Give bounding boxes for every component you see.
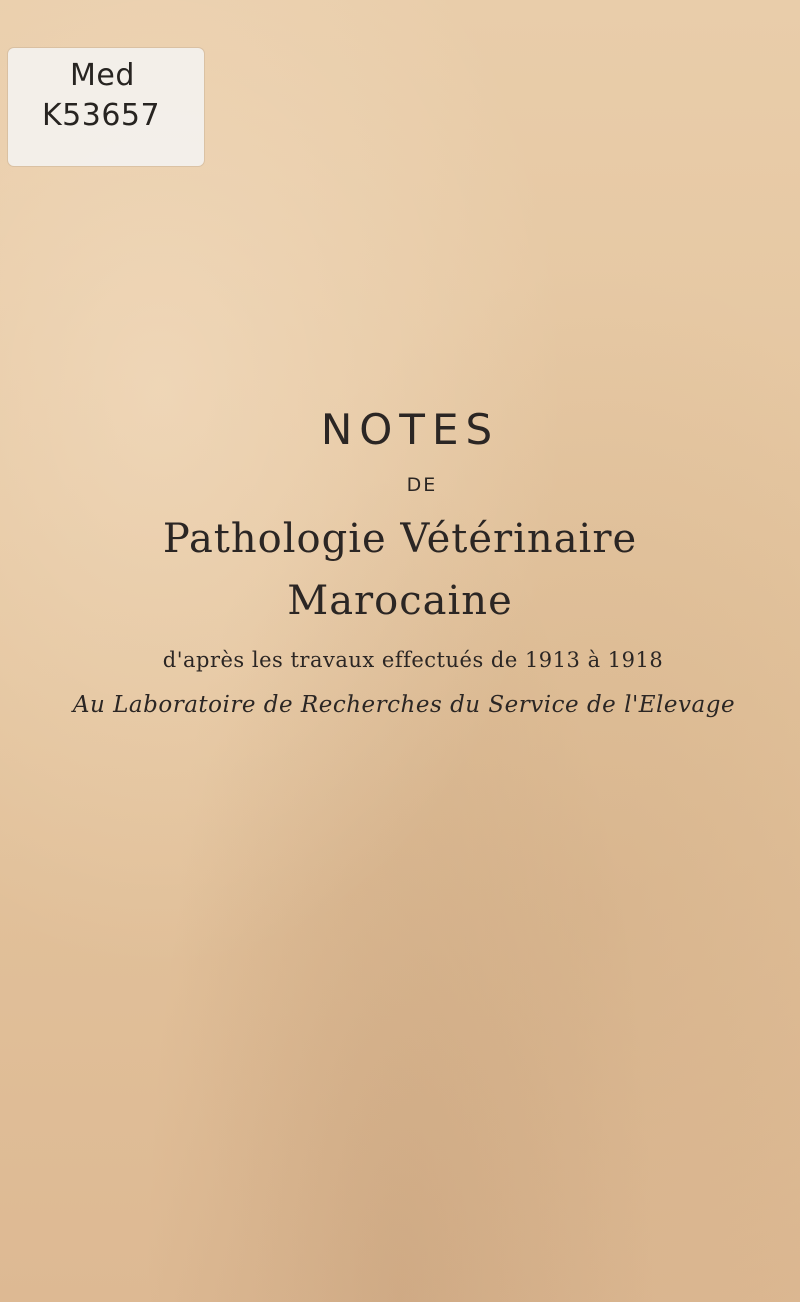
document-title: NOTES [320, 405, 500, 454]
shelf-label-line-1: Med [70, 58, 135, 93]
subject-line-1: Pathologie Vétérinaire [162, 516, 638, 562]
institution-line: Au Laboratoire de Recherches du Service de l'Elevage [72, 692, 736, 718]
title-preposition: DE [406, 474, 438, 496]
shelf-label-line-2: K53657 [42, 98, 161, 133]
period-line: d'après les travaux effectués de 1913 à 1918 [162, 648, 664, 672]
library-shelf-label [8, 48, 204, 166]
subject-line-2: Marocaine [287, 578, 513, 624]
